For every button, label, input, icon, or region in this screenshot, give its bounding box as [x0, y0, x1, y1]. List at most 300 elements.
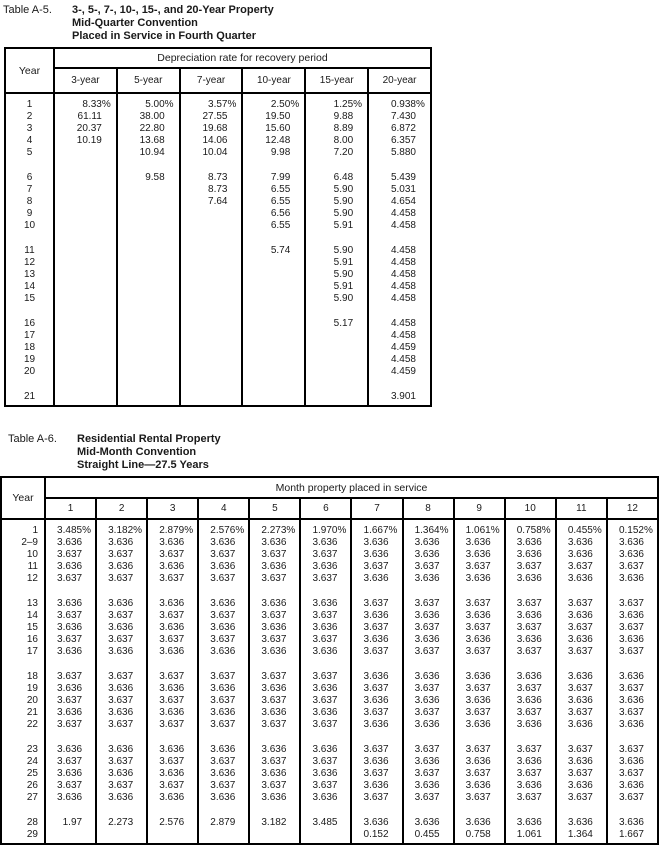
rate-cell: 3.636: [249, 792, 300, 804]
rate-cell: 3.636: [351, 573, 402, 585]
rate-cell: 9.58: [117, 172, 180, 184]
rate-cell: 3.636: [607, 817, 658, 829]
rate-cell: [54, 257, 117, 269]
year-cell: 7: [5, 184, 54, 196]
rate-cell: 3.636: [607, 549, 658, 561]
rate-cell: 1.667%: [351, 519, 402, 537]
spacer-row: [5, 159, 431, 172]
rate-cell: 7.99: [242, 172, 305, 184]
table-a5-title-line: Mid-Quarter Convention: [72, 17, 198, 29]
rate-cell: 0.152: [351, 829, 402, 844]
rate-cell: 3.636: [45, 683, 96, 695]
rate-cell: 3.636: [403, 671, 454, 683]
rate-cell: [242, 269, 305, 281]
rate-cell: [242, 330, 305, 342]
rate-cell: 3.636: [147, 537, 198, 549]
spacer-cell: [45, 585, 96, 598]
rate-cell: 3.637: [96, 573, 147, 585]
spacer-cell: [607, 585, 658, 598]
rate-cell: 3.637: [556, 792, 607, 804]
rate-cell: 3.636: [607, 695, 658, 707]
rate-cell: 3.636: [454, 756, 505, 768]
rate-cell: 3.637: [198, 573, 249, 585]
rate-cell: 61.11: [54, 111, 117, 123]
rate-cell: 3.637: [607, 792, 658, 804]
table-row: [5, 318, 431, 330]
rate-cell: [242, 293, 305, 305]
rate-cell: 3.636: [300, 707, 351, 719]
column-header: 10-year: [242, 68, 305, 93]
spacer-cell: [54, 378, 117, 391]
rate-cell: 3.636: [198, 537, 249, 549]
rate-cell: [117, 220, 180, 232]
rate-cell: 3.637: [45, 756, 96, 768]
rate-cell: 3.636: [351, 756, 402, 768]
column-header: 9: [454, 498, 505, 519]
year-cell: 13: [5, 269, 54, 281]
rate-cell: 4.458: [368, 269, 431, 281]
rate-cell: 3.637: [249, 549, 300, 561]
table-a6-caption: [8, 433, 659, 472]
spacer-cell: [5, 305, 54, 318]
spacer-cell: [180, 305, 243, 318]
table-row: [5, 147, 431, 159]
table-row: [5, 208, 431, 220]
rate-cell: 3.636: [45, 561, 96, 573]
year-cell: 19: [5, 354, 54, 366]
rate-cell: 3.637: [96, 610, 147, 622]
spacer-cell: [96, 731, 147, 744]
spacer-cell: [96, 585, 147, 598]
spacer-cell: [54, 159, 117, 172]
spacer-cell: [454, 804, 505, 817]
column-header: 1: [45, 498, 96, 519]
spacer-cell: [198, 731, 249, 744]
rate-cell: 3.637: [147, 549, 198, 561]
rate-cell: 10.04: [180, 147, 243, 159]
table-row: [5, 184, 431, 196]
rate-cell: 5.17: [305, 318, 368, 330]
rate-cell: 3.636: [351, 634, 402, 646]
rate-cell: 3.637: [556, 683, 607, 695]
rate-cell: [300, 829, 351, 844]
rate-cell: 3.637: [198, 695, 249, 707]
rate-cell: 3.637: [300, 671, 351, 683]
rate-cell: 3.637: [403, 683, 454, 695]
spacer-cell: [505, 804, 556, 817]
rate-cell: 3.637: [556, 646, 607, 658]
table-row: [1, 768, 658, 780]
rate-cell: 3.636: [454, 549, 505, 561]
spacer-cell: [1, 731, 45, 744]
rate-cell: 3.637: [556, 598, 607, 610]
spacer-cell: [403, 585, 454, 598]
rate-cell: 4.458: [368, 208, 431, 220]
rate-cell: [117, 342, 180, 354]
rate-cell: 3.637: [556, 768, 607, 780]
spacer-cell: [45, 804, 96, 817]
recovery-period-span-header: Depreciation rate for recovery period: [54, 48, 431, 68]
rate-cell: 3.636: [249, 646, 300, 658]
spacer-cell: [242, 305, 305, 318]
year-cell: 11: [5, 245, 54, 257]
rate-cell: 10.94: [117, 147, 180, 159]
spacer-cell: [300, 658, 351, 671]
year-cell: 1: [1, 519, 45, 537]
rate-cell: [242, 354, 305, 366]
column-header: 20-year: [368, 68, 431, 93]
rate-cell: 3.637: [403, 744, 454, 756]
rate-cell: 3.636: [556, 549, 607, 561]
rate-cell: [180, 269, 243, 281]
rate-cell: 4.654: [368, 196, 431, 208]
rate-cell: 13.68: [117, 135, 180, 147]
spacer-cell: [180, 159, 243, 172]
rate-cell: 3.637: [351, 683, 402, 695]
spacer-cell: [117, 232, 180, 245]
rate-cell: 6.357: [368, 135, 431, 147]
year-cell: 13: [1, 598, 45, 610]
rate-cell: [305, 366, 368, 378]
rate-cell: [117, 281, 180, 293]
table-a5: [4, 47, 432, 407]
rate-cell: 3.637: [300, 610, 351, 622]
rate-cell: 3.637: [96, 549, 147, 561]
table-a5-header: [5, 48, 431, 93]
rate-cell: 5.74: [242, 245, 305, 257]
spacer-cell: [556, 731, 607, 744]
table-a5-label: Table A-5.: [3, 4, 52, 16]
rate-cell: 3.637: [454, 598, 505, 610]
rate-cell: 3.636: [300, 646, 351, 658]
rate-cell: 3.636: [556, 780, 607, 792]
rate-cell: 3.636: [505, 817, 556, 829]
year-cell: 11: [1, 561, 45, 573]
rate-cell: [242, 342, 305, 354]
year-column-header: Year: [5, 48, 54, 93]
rate-cell: 3.636: [198, 622, 249, 634]
rate-cell: 3.637: [249, 780, 300, 792]
rate-cell: 3.636: [556, 610, 607, 622]
table-a5-body: [5, 93, 431, 406]
rate-cell: [198, 829, 249, 844]
table-row: [5, 330, 431, 342]
year-cell: 17: [1, 646, 45, 658]
rate-cell: 3.637: [403, 707, 454, 719]
rate-cell: 3.637: [300, 695, 351, 707]
rate-cell: 3.636: [556, 695, 607, 707]
spacer-cell: [54, 305, 117, 318]
rate-cell: 3.636: [351, 719, 402, 731]
table-row: [5, 391, 431, 406]
rate-cell: 3.636: [351, 671, 402, 683]
rate-cell: 3.637: [300, 780, 351, 792]
spacer-cell: [305, 232, 368, 245]
rate-cell: [180, 330, 243, 342]
rate-cell: 8.00: [305, 135, 368, 147]
rate-cell: 3.637: [505, 707, 556, 719]
rate-cell: 14.06: [180, 135, 243, 147]
rate-cell: 3.637: [198, 610, 249, 622]
rate-cell: 22.80: [117, 123, 180, 135]
rate-cell: [96, 829, 147, 844]
spacer-cell: [249, 731, 300, 744]
rate-cell: 1.667: [607, 829, 658, 844]
rate-cell: 3.637: [454, 792, 505, 804]
table-row: [1, 695, 658, 707]
rate-cell: 3.636: [96, 537, 147, 549]
rate-cell: 4.458: [368, 354, 431, 366]
rate-cell: 5.91: [305, 281, 368, 293]
rate-cell: [117, 354, 180, 366]
rate-cell: 3.637: [607, 707, 658, 719]
rate-cell: 1.97: [45, 817, 96, 829]
table-row: [1, 719, 658, 731]
table-row: [5, 281, 431, 293]
rate-cell: 3.637: [45, 719, 96, 731]
rate-cell: 4.458: [368, 330, 431, 342]
column-header: 10: [505, 498, 556, 519]
rate-cell: 3.636: [147, 561, 198, 573]
rate-cell: 3.636: [556, 817, 607, 829]
rate-cell: [180, 293, 243, 305]
rate-cell: 3.636: [147, 622, 198, 634]
rate-cell: 3.636: [45, 768, 96, 780]
rate-cell: 3.636: [556, 634, 607, 646]
rate-cell: 3.637: [454, 646, 505, 658]
rate-cell: 4.458: [368, 245, 431, 257]
rate-cell: 3.637: [351, 598, 402, 610]
spacer-cell: [351, 658, 402, 671]
rate-cell: 6.872: [368, 123, 431, 135]
rate-cell: 2.879: [198, 817, 249, 829]
rate-cell: 3.636: [198, 598, 249, 610]
rate-cell: 3.637: [505, 744, 556, 756]
column-header: 15-year: [305, 68, 368, 93]
spacer-cell: [454, 731, 505, 744]
rate-cell: 4.458: [368, 281, 431, 293]
rate-cell: 15.60: [242, 123, 305, 135]
rate-cell: 6.55: [242, 196, 305, 208]
rate-cell: 3.636: [249, 537, 300, 549]
year-cell: 27: [1, 792, 45, 804]
table-row: [5, 135, 431, 147]
table-row: [5, 172, 431, 184]
rate-cell: 3.636: [198, 707, 249, 719]
rate-cell: 8.73: [180, 184, 243, 196]
table-row: [1, 519, 658, 537]
rate-cell: 3.637: [607, 744, 658, 756]
spacer-row: [1, 731, 658, 744]
table-a6-title-line: Residential Rental Property: [77, 433, 221, 445]
rate-cell: 3.636: [96, 561, 147, 573]
rate-cell: [54, 245, 117, 257]
rate-cell: [147, 829, 198, 844]
rate-cell: 5.439: [368, 172, 431, 184]
table-row: [1, 561, 658, 573]
rate-cell: [54, 293, 117, 305]
rate-cell: 3.637: [96, 719, 147, 731]
year-cell: 9: [5, 208, 54, 220]
table-a6-title-line: Mid-Month Convention: [77, 446, 197, 458]
rate-cell: 8.89: [305, 123, 368, 135]
rate-cell: 3.636: [403, 756, 454, 768]
rate-cell: 6.55: [242, 184, 305, 196]
rate-cell: 0.455%: [556, 519, 607, 537]
table-row: [1, 549, 658, 561]
rate-cell: 3.637: [505, 768, 556, 780]
year-cell: 17: [5, 330, 54, 342]
spacer-cell: [403, 731, 454, 744]
rate-cell: 3.637: [147, 780, 198, 792]
rate-cell: 4.458: [368, 318, 431, 330]
rate-cell: 3.636: [403, 719, 454, 731]
rate-cell: [249, 829, 300, 844]
rate-cell: [117, 257, 180, 269]
rate-cell: 2.273%: [249, 519, 300, 537]
rate-cell: 3.636: [607, 780, 658, 792]
rate-cell: 3.637: [607, 622, 658, 634]
rate-cell: 3.637: [45, 780, 96, 792]
spacer-cell: [117, 378, 180, 391]
rate-cell: [54, 172, 117, 184]
rate-cell: 7.20: [305, 147, 368, 159]
rate-cell: [54, 354, 117, 366]
rate-cell: 3.637: [505, 792, 556, 804]
rate-cell: 3.637: [300, 719, 351, 731]
year-cell: 4: [5, 135, 54, 147]
rate-cell: 3.636: [505, 634, 556, 646]
rate-cell: 3.637: [607, 768, 658, 780]
year-cell: 29: [1, 829, 45, 844]
rate-cell: 19.68: [180, 123, 243, 135]
rate-cell: 3.636: [505, 780, 556, 792]
rate-cell: 3.636: [505, 719, 556, 731]
rate-cell: 3.636: [403, 780, 454, 792]
rate-cell: 3.637: [45, 573, 96, 585]
rate-cell: 3.637: [454, 561, 505, 573]
rate-cell: 5.90: [305, 184, 368, 196]
rate-cell: 3.636: [96, 622, 147, 634]
rate-cell: 3.637: [249, 695, 300, 707]
rate-cell: 3.637: [198, 549, 249, 561]
rate-cell: 3.636: [505, 695, 556, 707]
rate-cell: 3.637: [198, 719, 249, 731]
year-cell: 16: [1, 634, 45, 646]
rate-cell: 3.636: [96, 768, 147, 780]
rate-cell: 3.636: [505, 549, 556, 561]
rate-cell: 3.637: [556, 707, 607, 719]
spacer-row: [1, 585, 658, 598]
rate-cell: 5.91: [305, 257, 368, 269]
table-row: [5, 123, 431, 135]
rate-cell: 3.636: [300, 622, 351, 634]
rate-cell: 3.637: [403, 622, 454, 634]
rate-cell: 3.637: [249, 719, 300, 731]
table-row: [1, 744, 658, 756]
rate-cell: 3.901: [368, 391, 431, 406]
rate-cell: 5.91: [305, 220, 368, 232]
spacer-cell: [1, 658, 45, 671]
rate-cell: [54, 318, 117, 330]
table-row: [1, 634, 658, 646]
year-cell: 25: [1, 768, 45, 780]
rate-cell: [54, 281, 117, 293]
rate-cell: 2.273: [96, 817, 147, 829]
rate-cell: 3.637: [556, 561, 607, 573]
rate-cell: 3.637: [351, 792, 402, 804]
rate-cell: 3.636: [45, 537, 96, 549]
rate-cell: 0.455: [403, 829, 454, 844]
rate-cell: 3.636: [351, 610, 402, 622]
rate-cell: 3.636: [96, 744, 147, 756]
table-a6-column-headers: [1, 498, 658, 519]
rate-cell: 6.48: [305, 172, 368, 184]
rate-cell: 3.636: [607, 671, 658, 683]
year-cell: 21: [1, 707, 45, 719]
rate-cell: 3.637: [403, 768, 454, 780]
rate-cell: 3.637: [556, 744, 607, 756]
rate-cell: [305, 330, 368, 342]
rate-cell: 3.637: [300, 573, 351, 585]
spacer-cell: [198, 585, 249, 598]
spacer-cell: [368, 232, 431, 245]
rate-cell: 3.637: [147, 573, 198, 585]
rate-cell: 3.637: [505, 561, 556, 573]
rate-cell: 3.636: [300, 683, 351, 695]
spacer-cell: [368, 378, 431, 391]
spacer-cell: [96, 804, 147, 817]
rate-cell: 3.637: [147, 610, 198, 622]
column-header: 7-year: [180, 68, 243, 93]
year-cell: 8: [5, 196, 54, 208]
table-row: [5, 196, 431, 208]
rate-cell: [117, 293, 180, 305]
rate-cell: 3.637: [96, 780, 147, 792]
rate-cell: 3.636: [454, 671, 505, 683]
column-header: 11: [556, 498, 607, 519]
spacer-cell: [180, 232, 243, 245]
rate-cell: 3.636: [300, 792, 351, 804]
rate-cell: 3.637: [96, 695, 147, 707]
rate-cell: 3.637: [147, 671, 198, 683]
rate-cell: 3.637: [403, 561, 454, 573]
year-cell: 15: [1, 622, 45, 634]
spacer-cell: [305, 159, 368, 172]
spacer-cell: [5, 232, 54, 245]
table-a6-section: [0, 433, 659, 845]
rate-cell: [54, 220, 117, 232]
rate-cell: 27.55: [180, 111, 243, 123]
year-cell: 22: [1, 719, 45, 731]
rate-cell: 3.182%: [96, 519, 147, 537]
rate-cell: 3.636: [351, 537, 402, 549]
table-row: [1, 707, 658, 719]
spacer-row: [1, 658, 658, 671]
spacer-cell: [242, 232, 305, 245]
rate-cell: [180, 257, 243, 269]
year-cell: 10: [1, 549, 45, 561]
rate-cell: 4.458: [368, 220, 431, 232]
rate-cell: 0.758%: [505, 519, 556, 537]
table-row: [1, 780, 658, 792]
spacer-cell: [96, 658, 147, 671]
rate-cell: 3.636: [249, 561, 300, 573]
rate-cell: 3.637: [198, 780, 249, 792]
spacer-cell: [147, 658, 198, 671]
rate-cell: 3.636: [351, 695, 402, 707]
rate-cell: 3.637: [300, 634, 351, 646]
